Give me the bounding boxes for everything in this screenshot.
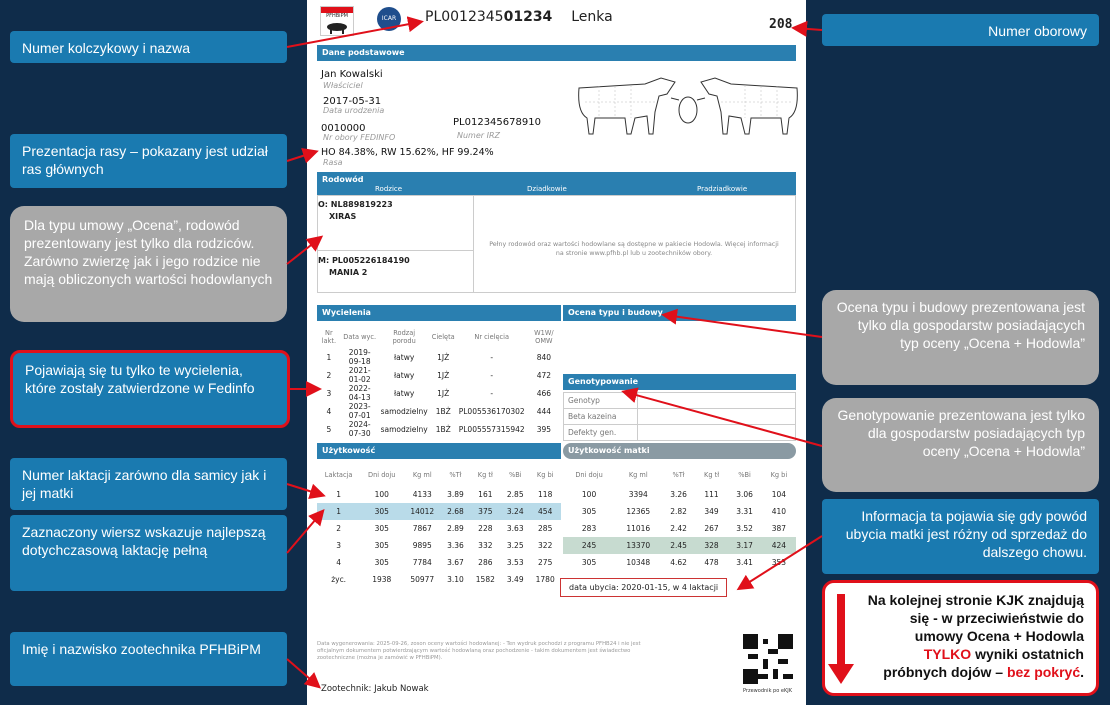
mother-name: XIRAS: [329, 212, 357, 221]
yield-cell: 161: [478, 490, 493, 499]
yield-cell: 7867: [412, 524, 432, 533]
owner-caption: Właściciel: [323, 81, 363, 90]
callout-herd-number: Numer oborowy: [822, 14, 1099, 46]
pedigree-note-line-2: na stronie www.pfhb.pl lub u zootechników obory.: [555, 250, 713, 257]
genotyping-cell: Beta kazeina: [564, 409, 638, 425]
yield-cell: 50977: [410, 575, 435, 584]
technician-name: Zootechnik: Jakub Nowak: [321, 684, 429, 694]
calving-cell: 395: [536, 424, 552, 434]
yield-cell: 305: [374, 558, 389, 567]
genotyping-value-cell: [638, 425, 796, 441]
calving-cell: 472: [536, 370, 552, 380]
mother-yield-cell: 11016: [626, 524, 651, 533]
mother-yield-cell: 104: [771, 490, 787, 499]
mother-yield-header: Użytkowość matki: [563, 443, 796, 459]
footer-note-line-2: oficjalnym dokumentem potwierdzającym wartość hodowlaną oraz pochodzenie - takim dokumentem jest świadectwo: [317, 648, 631, 654]
footer-note-line-1: Data wygenerowania: 2025-09-26, zoson oceny wartości hodowlanej: - Ten wydruk pochodzi z programu PFHB24 i nie jest: [317, 641, 641, 647]
callout-lactation-number: Numer laktacji zarówno dla samicy jak i jej matki: [10, 458, 287, 510]
yield-header: Użytkowość: [317, 443, 561, 459]
pedigree-col-parents: Rodzice: [375, 185, 403, 193]
basic-data-header: Dane podstawowe: [317, 45, 796, 61]
pedigree-col-greatgrandparents: Pradziadkowie: [697, 185, 748, 193]
fedinfo-caption: Nr obory FEDINFO: [323, 133, 396, 142]
calving-cell: 1BŻ: [435, 424, 451, 434]
breed-value: HO 84.38%, RW 15.62%, HF 99.24%: [321, 147, 494, 158]
mother-yield-cell: 3.52: [736, 524, 753, 533]
calving-row: [317, 366, 561, 384]
yield-header-cell: Kg bi: [536, 471, 554, 479]
mother-yield-header-cell: Kg tł: [704, 471, 720, 479]
yield-cell: 1938: [372, 575, 392, 584]
calvings-table: [317, 326, 561, 438]
mother-yield-cell: 3.17: [727, 537, 761, 554]
yield-row: [317, 571, 561, 588]
yield-cell: 3.63: [506, 524, 524, 533]
mother-yield-header-cell: Dni doju: [575, 471, 603, 479]
irz-caption: Numer IRZ: [457, 131, 500, 140]
calving-cell: 2022-04-13: [348, 384, 371, 402]
yield-cell: 3.24: [501, 503, 529, 520]
mother-yield-cell: 305: [581, 507, 597, 516]
mother-yield-cell: 305: [581, 558, 597, 567]
pfhb-logo: [320, 6, 354, 36]
yield-cell: 286: [478, 558, 493, 567]
yield-header-row: [317, 464, 561, 486]
death-note: data ubycia: 2020-01-15, w 4 laktacji: [560, 578, 727, 597]
breed-caption: Rasa: [323, 158, 343, 167]
calving-header-cell: Nr lakt.: [321, 329, 337, 345]
genotyping-cell: Genotyp: [564, 393, 638, 409]
callout-next-page: [822, 580, 1099, 696]
type-evaluation-header: Ocena typu i budowy: [563, 305, 796, 321]
kjk-document: [307, 0, 806, 705]
mother-yield-cell: 2.45: [661, 537, 695, 554]
calving-cell: 840: [536, 352, 552, 362]
yield-cell: 3: [336, 541, 342, 550]
mother-yield-cell: 3.31: [736, 507, 753, 516]
calving-cell: 1JŻ: [437, 352, 450, 362]
calving-cell: łatwy: [394, 388, 415, 398]
calving-cell: 2023-07-01: [348, 402, 371, 420]
mother-yield-header-row: [563, 464, 796, 486]
calving-header-cell: W1W/ OMW: [534, 329, 554, 345]
calving-header-cell: Data wyc.: [343, 333, 377, 341]
mother-yield-row: [563, 520, 796, 537]
callout-genotyping: Genotypowanie prezentowana jest tylko dla gospodarstw posiadających typ oceny „Ocena + Hodowla”: [822, 398, 1099, 492]
icar-badge: [377, 7, 401, 31]
callout-type-evaluation: Ocena typu i budowy prezentowana jest tylko dla gospodarstw posiadających typ oceny „Ocena + Hodowla”: [822, 290, 1099, 385]
callout-pedigree: Dla typu umowy „Ocena”, rodowód prezentowany jest tylko dla rodziców. Zarówno zwierzę jak i jego rodzice nie mają obliczonych wartości hodowlanych: [10, 206, 287, 322]
genotyping-row: [564, 425, 796, 441]
yield-cell: 3.89: [447, 490, 464, 499]
calving-cell: 2024-07-30: [348, 420, 371, 438]
genotyping-table: [563, 392, 796, 441]
yield-cell: 14012: [403, 503, 441, 520]
mother-yield-header-cell: %Tł: [672, 471, 685, 479]
logo-text: PFHBiPM: [326, 13, 348, 19]
yield-cell: 1: [336, 490, 342, 499]
yield-cell: 1: [317, 503, 360, 520]
next-page-text-1: Na kolejnej stronie KJK znajdują się - w przeciwieństwie do umowy Ocena + Hodowla: [867, 592, 1084, 644]
yield-cell: 3.53: [506, 558, 524, 567]
yield-header-cell: Kg ml: [412, 471, 432, 479]
footer-note-line-3: zootechniczne (można je zamówić w PFHBiPM).: [317, 655, 443, 661]
calving-header-row: [317, 326, 561, 348]
mother-yield-cell: 2.82: [670, 507, 687, 516]
mother-yield-row: [563, 537, 796, 554]
yield-cell: 3.36: [447, 541, 464, 550]
calving-cell: 1JŻ: [437, 388, 450, 398]
yield-table: [317, 464, 561, 588]
mother-yield-cell: 2.42: [670, 524, 687, 533]
footer-note: [317, 641, 717, 662]
yield-header-cell: Laktacja: [324, 471, 353, 479]
pedigree-col-header-row: [317, 184, 796, 195]
callout-best-lactation: Zaznaczony wiersz wskazuje najlepszą dotychczasową laktację pełną: [10, 515, 287, 591]
yield-row: [317, 520, 561, 537]
yield-row: [317, 503, 561, 520]
calving-cell: 1BŻ: [435, 406, 451, 416]
calving-cell: łatwy: [394, 352, 415, 362]
callout-technician: Imię i nazwisko zootechnika PFHBiPM: [10, 632, 287, 686]
mother-yield-cell: 13370: [615, 537, 661, 554]
callout-calvings: Pojawiają się tu tylko te wycielenia, które zostały zatwierdzone w Fedinfo: [10, 350, 290, 428]
father-name: MANIA 2: [329, 268, 368, 277]
genotyping-value-cell: [638, 409, 796, 425]
yield-cell: 228: [478, 524, 493, 533]
animal-id-suffix: 01234: [503, 9, 553, 25]
calving-cell: -: [490, 388, 494, 398]
mother-yield-row: [563, 554, 796, 571]
yield-cell: 3.67: [447, 558, 464, 567]
yield-cell: 118: [538, 490, 553, 499]
yield-cell: 3.49: [506, 575, 524, 584]
father-id: M: PL005226184190: [318, 256, 410, 265]
cow-logo-icon: [321, 20, 353, 34]
yield-row: [317, 554, 561, 571]
qr-caption: Przewodnik po eKJK: [743, 688, 792, 694]
icar-text: ICAR: [381, 15, 397, 22]
mother-yield-cell: 410: [771, 507, 787, 516]
yield-cell: życ.: [331, 575, 347, 584]
yield-header-cell: %Bi: [508, 471, 522, 479]
calving-header-cell: Cielęta: [431, 333, 455, 341]
mother-yield-cell: 3.06: [736, 490, 753, 499]
yield-cell: 3.10: [447, 575, 464, 584]
calving-cell: PL005536170302: [458, 406, 525, 416]
yield-cell: 1582: [475, 575, 495, 584]
callout-ear-tag: Numer kolczykowy i nazwa: [10, 31, 287, 63]
calving-cell: 444: [536, 406, 552, 416]
animal-id: [425, 9, 613, 25]
yield-row: [317, 486, 561, 503]
calving-header-cell: Nr cielęcia: [474, 333, 510, 341]
animal-id-prefix: PL0012345: [425, 9, 504, 25]
mother-yield-cell: 3.41: [736, 558, 753, 567]
pedigree-note: [475, 240, 793, 258]
mother-yield-cell: 478: [704, 558, 719, 567]
yield-header-cell: Dni doju: [368, 471, 396, 479]
next-page-text-2: wyniki ostatnich próbnych dojów –: [883, 646, 1084, 680]
yield-cell: 305: [374, 524, 389, 533]
yield-cell: 454: [529, 503, 561, 520]
mother-yield-table: [563, 464, 796, 571]
yield-cell: 305: [360, 503, 403, 520]
calving-cell: 1: [326, 352, 332, 362]
mother-yield-header-cell: Kg bi: [770, 471, 788, 479]
calving-header-cell: Rodzaj porodu: [392, 329, 416, 345]
yield-cell: 285: [538, 524, 553, 533]
calving-cell: PL005557315942: [458, 424, 525, 434]
mother-yield-cell: 283: [581, 524, 597, 533]
calvings-header: Wycielenia: [317, 305, 561, 321]
genotyping-value-cell: [638, 393, 796, 409]
mother-yield-cell: 111: [704, 490, 719, 499]
mother-yield-cell: 3394: [628, 490, 648, 499]
mother-yield-cell: 3.26: [670, 490, 687, 499]
calving-cell: samodzielny: [380, 406, 428, 416]
next-page-red-2: bez pokryć: [1006, 664, 1081, 680]
yield-cell: 2.85: [506, 490, 524, 499]
calving-cell: łatwy: [394, 370, 415, 380]
yield-cell: 4: [336, 558, 342, 567]
yield-header-cell: Kg tł: [477, 471, 493, 479]
irz-value: PL012345678910: [453, 117, 541, 128]
pedigree-col-grandparents: Dziadkowie: [527, 185, 567, 193]
calving-cell: 4: [326, 406, 332, 416]
calving-cell: samodzielny: [380, 424, 428, 434]
mother-yield-cell: 267: [704, 524, 719, 533]
calving-cell: 3: [326, 388, 332, 398]
yield-cell: 322: [538, 541, 553, 550]
genotyping-header: Genotypowanie: [563, 374, 796, 390]
calving-cell: -: [490, 352, 494, 362]
yield-cell: 100: [374, 490, 389, 499]
fedinfo-value: 0010000: [321, 123, 366, 134]
yield-cell: 3.25: [506, 541, 524, 550]
pedigree-header: Rodowód: [317, 172, 796, 188]
mother-yield-cell: 100: [581, 490, 597, 499]
yield-header-cell: %Tł: [449, 471, 462, 479]
yield-cell: 7784: [412, 558, 432, 567]
yield-cell: 9895: [412, 541, 432, 550]
callout-breed: Prezentacja rasy – pokazany jest udział ras głównych: [10, 134, 287, 188]
genotyping-row: [564, 409, 796, 425]
yield-cell: 332: [478, 541, 493, 550]
yield-cell: 275: [538, 558, 553, 567]
mother-yield-cell: 4.62: [670, 558, 687, 567]
yield-cell: 2.68: [441, 503, 469, 520]
down-arrow-icon: [828, 594, 854, 686]
cow-silhouettes-icon: [575, 72, 801, 140]
animal-name: Lenka: [571, 9, 613, 25]
mother-yield-cell: 12365: [626, 507, 651, 516]
mother-yield-header-cell: Kg ml: [628, 471, 648, 479]
yield-cell: 4133: [412, 490, 432, 499]
calving-cell: 2019-09-18: [348, 348, 371, 366]
qr-code-icon[interactable]: [743, 634, 793, 684]
yield-row: [317, 537, 561, 554]
mother-yield-row: [563, 486, 796, 503]
yield-cell: 2.89: [447, 524, 464, 533]
mother-yield-row: [563, 503, 796, 520]
mother-yield-cell: 349: [704, 507, 719, 516]
callout-death-info: Informacja ta pojawia się gdy powód ubycia matki jest różny od sprzedaż do dalszego chowu.: [822, 499, 1099, 574]
mother-id: O: NL889819223: [318, 200, 393, 209]
owner-value: Jan Kowalski: [321, 69, 383, 80]
calving-cell: 5: [326, 424, 332, 434]
yield-cell: 305: [374, 541, 389, 550]
mother-yield-cell: 424: [762, 537, 796, 554]
calving-cell: -: [490, 370, 494, 380]
mother-yield-cell: 353: [771, 558, 787, 567]
yield-cell: 1780: [535, 575, 555, 584]
next-page-red-1: TYLKO: [923, 646, 972, 662]
calving-cell: 2: [326, 370, 332, 380]
yield-cell: 375: [470, 503, 502, 520]
mother-yield-cell: 10348: [626, 558, 651, 567]
mother-yield-cell: 245: [563, 537, 615, 554]
calving-row: [317, 384, 561, 402]
calving-row: [317, 348, 561, 366]
genotyping-cell: Defekty gen.: [564, 425, 638, 441]
pedigree-note-line-1: Pełny rodowód oraz wartości hodowlane są dostępne w pakiecie Hodowla. Więcej informacji: [489, 241, 779, 248]
yield-cell: 2: [336, 524, 342, 533]
herd-number: 208: [769, 17, 793, 32]
genotyping-row: [564, 393, 796, 409]
birth-date-caption: Data urodzenia: [323, 106, 385, 115]
calving-cell: 466: [536, 388, 552, 398]
calving-cell: 2021-01-02: [348, 366, 371, 384]
calving-cell: 1JŻ: [437, 370, 450, 380]
birth-date-value: 2017-05-31: [323, 96, 382, 107]
mother-yield-header-cell: %Bi: [738, 471, 751, 479]
calving-row: [317, 420, 561, 438]
mother-yield-cell: 328: [696, 537, 728, 554]
calving-row: [317, 402, 561, 420]
next-page-end: .: [1080, 664, 1084, 680]
mother-yield-cell: 387: [771, 524, 787, 533]
